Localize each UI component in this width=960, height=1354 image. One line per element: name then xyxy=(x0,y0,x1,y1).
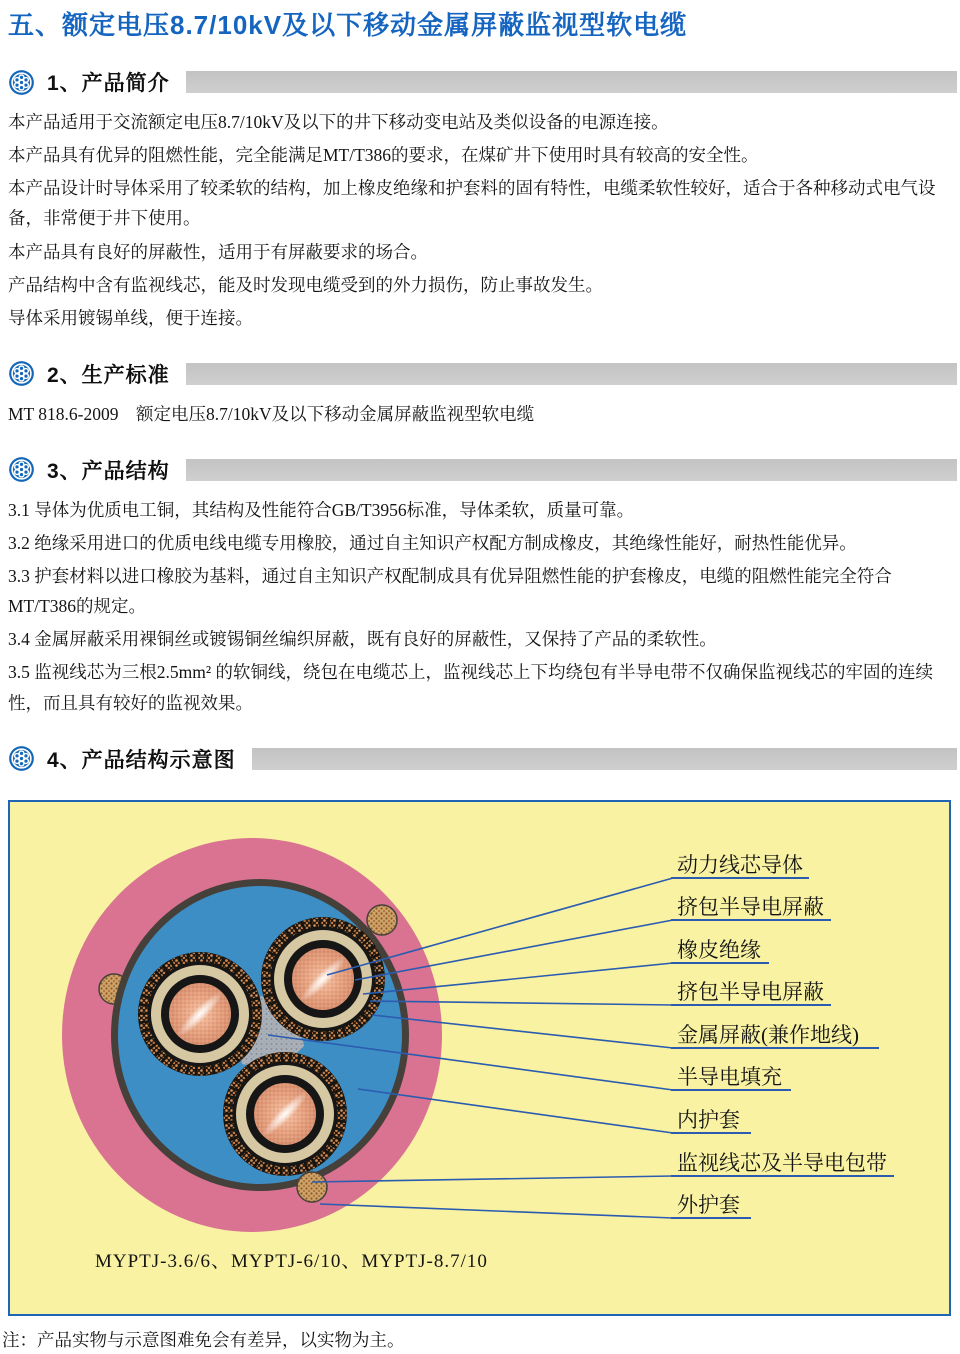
section-header-3 xyxy=(8,455,957,485)
label-conductor: 动力线芯导体 xyxy=(677,852,803,877)
structure-diagram xyxy=(8,800,951,1316)
power-core xyxy=(261,917,385,1041)
section-header-bar xyxy=(252,748,957,770)
paragraph: 3.5 监视线芯为三根2.5mm² 的软铜线，绕包在电缆芯上，监视线芯上下均绕包有半导电带不仅确保监视线芯的牢固的连续性，而且具有较好的监视效果。 xyxy=(8,662,933,713)
section-3-body xyxy=(8,495,952,718)
section-header-bar xyxy=(186,363,957,385)
paragraph: 3.1 导体为优质电工铜，其结构及性能符合GB/T3956标准，导体柔软，质量可靠。 xyxy=(8,499,635,520)
paragraph: 本产品具有优异的阻燃性能，完全能满足MT/T386的要求，在煤矿井下使用时具有较高的安全性。 xyxy=(8,145,759,166)
section-header-4 xyxy=(8,744,957,774)
paragraph: 本产品适用于交流额定电压8.7/10kV及以下的井下移动变电站及类似设备的电源连接。 xyxy=(8,112,669,133)
section-header-2 xyxy=(8,359,957,389)
paragraph: 本产品设计时导体采用了较柔软的结构，加上橡皮绝缘和护套料的固有特性，电缆柔软性较好，适合于各种移动式电气设备，非常便于井下使用。 xyxy=(8,178,936,229)
footnote: 注：产品实物与示意图难免会有差异，以实物为主。 xyxy=(2,1329,405,1350)
section-header-bar xyxy=(186,459,957,481)
cable-cross-section-drawing xyxy=(10,802,945,1310)
power-core xyxy=(223,1052,347,1176)
label-inner-sheath: 内护套 xyxy=(677,1107,740,1132)
cable-section-icon xyxy=(8,360,35,387)
paragraph: 3.4 金属屏蔽采用裸铜丝或镀锡铜丝编织屏蔽，既有良好的屏蔽性，又保持了产品的柔软性。 xyxy=(8,629,717,650)
section-header-bar xyxy=(186,71,957,93)
section-1-body xyxy=(8,107,952,333)
paragraph: 产品结构中含有监视线芯，能及时发现电缆受到的外力损伤，防止事故发生。 xyxy=(8,274,603,295)
section-2-body xyxy=(8,399,952,429)
monitor-core-bump xyxy=(297,1172,327,1202)
diagram-labels xyxy=(671,853,894,1218)
section-title: 2、生产标准 xyxy=(47,363,170,387)
power-core xyxy=(138,952,262,1076)
section-header-1 xyxy=(8,67,957,97)
paragraph: 导体采用镀锡单线，便于连接。 xyxy=(8,307,253,328)
label-semicon-filling: 半导电填充 xyxy=(677,1064,782,1089)
label-rubber-insulation: 橡皮绝缘 xyxy=(677,937,761,962)
paragraph: 3.3 护套材料以进口橡胶为基料，通过自主知识产权配制成具有优异阻燃性能的护套橡皮，电缆的阻燃性能完全符合MT/T386的规定。 xyxy=(8,566,892,617)
label-monitor-core: 监视线芯及半导电包带 xyxy=(677,1150,887,1175)
label-outer-sheath: 外护套 xyxy=(677,1192,740,1217)
label-metal-screen: 金属屏蔽(兼作地线) xyxy=(677,1022,859,1047)
paragraph: 本产品具有良好的屏蔽性，适用于有屏蔽要求的场合。 xyxy=(8,241,428,262)
cable-section-icon xyxy=(8,745,35,772)
section-title: 4、产品结构示意图 xyxy=(47,748,236,772)
label-outer-semicon-screen: 挤包半导电屏蔽 xyxy=(677,979,824,1004)
cable-section-icon xyxy=(8,456,35,483)
cable-section-icon xyxy=(8,69,35,96)
label-inner-semicon-screen: 挤包半导电屏蔽 xyxy=(677,894,824,919)
section-title: 3、产品结构 xyxy=(47,459,170,483)
paragraph: 3.2 绝缘采用进口的优质电线电缆专用橡胶，通过自主知识产权配方制成橡皮，其绝缘性能好，耐热性能优异。 xyxy=(8,533,857,554)
paragraph: MT 818.6-2009 额定电压8.7/10kV及以下移动金属屏蔽监视型软电缆 xyxy=(8,403,535,424)
model-caption: MYPTJ-3.6/6、MYPTJ-6/10、MYPTJ-8.7/10 xyxy=(95,1250,488,1272)
page-title: 五、额定电压8.7/10kV及以下移动金属屏蔽监视型软电缆 xyxy=(8,10,688,40)
section-title: 1、产品简介 xyxy=(47,72,170,96)
